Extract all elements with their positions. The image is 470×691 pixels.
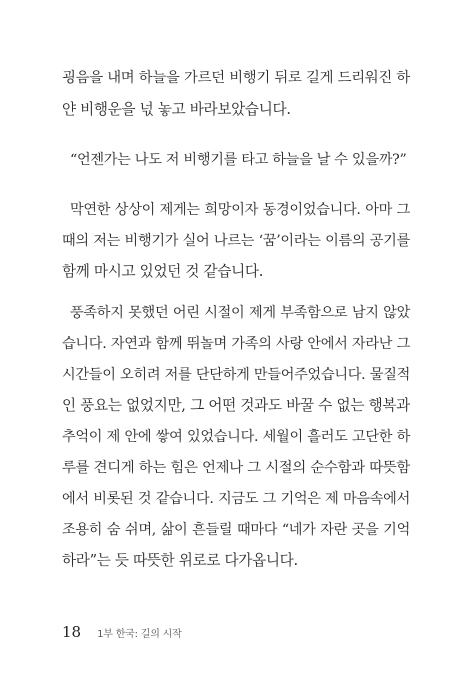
page-number: 18 [62,623,82,641]
paragraph-4-line-3: 시간들이 오히려 저를 단단하게 만들어주었습니다. 물질적 [62,367,410,383]
paragraph-4-line-9: 하라”는 듯 따뜻한 위로로 다가옵니다. [62,552,298,569]
paragraph-3-line-3: 함께 마시고 있었던 것 같습니다. [62,263,264,280]
paragraph-4-line-5: 추억이 제 안에 쌓여 있었습니다. 세월이 흘러도 고단한 하 [62,429,410,445]
paragraph-4-line-4: 인 풍요는 없었지만, 그 어떤 것과도 바꿀 수 없는 행복과 [62,397,410,414]
paragraph-4-line-6: 루를 견디게 하는 힘은 언제나 그 시절의 순수함과 따뜻함 [62,460,410,476]
running-head: 1부 한국: 길의 시작 [97,629,182,640]
page-footer [62,623,182,643]
paragraph-4-line-1: 풍족하지 못했던 어린 시절이 제게 부족함으로 남지 않았 [70,305,410,321]
paragraph-1-line-1: 굉음을 내며 하늘을 가르던 비행기 뒤로 길게 드리워진 하 [62,70,410,86]
paragraph-4-line-8: 조용히 숨 쉬며, 삶이 흔들릴 때마다 “네가 자란 곳을 기억 [62,522,410,538]
paragraph-2-quote: “언젠가는 나도 저 비행기를 타고 하늘을 날 수 있을까?” [70,152,407,168]
paragraph-1-line-2: 얀 비행운을 넋 놓고 바라보았습니다. [62,101,291,118]
paragraph-3-line-2: 때의 저는 비행기가 실어 나르는 ‘꿈’이라는 이름의 공기를 [62,233,410,249]
paragraph-4-line-7: 에서 비롯된 것 같습니다. 지금도 그 기억은 제 마음속에서 [62,491,410,507]
paragraph-3-line-1: 막연한 상상이 제게는 희망이자 동경이었습니다. 아마 그 [70,202,410,218]
paragraph-4-line-2: 습니다. 자연과 함께 뛰놀며 가족의 사랑 안에서 자라난 그 [62,336,410,352]
